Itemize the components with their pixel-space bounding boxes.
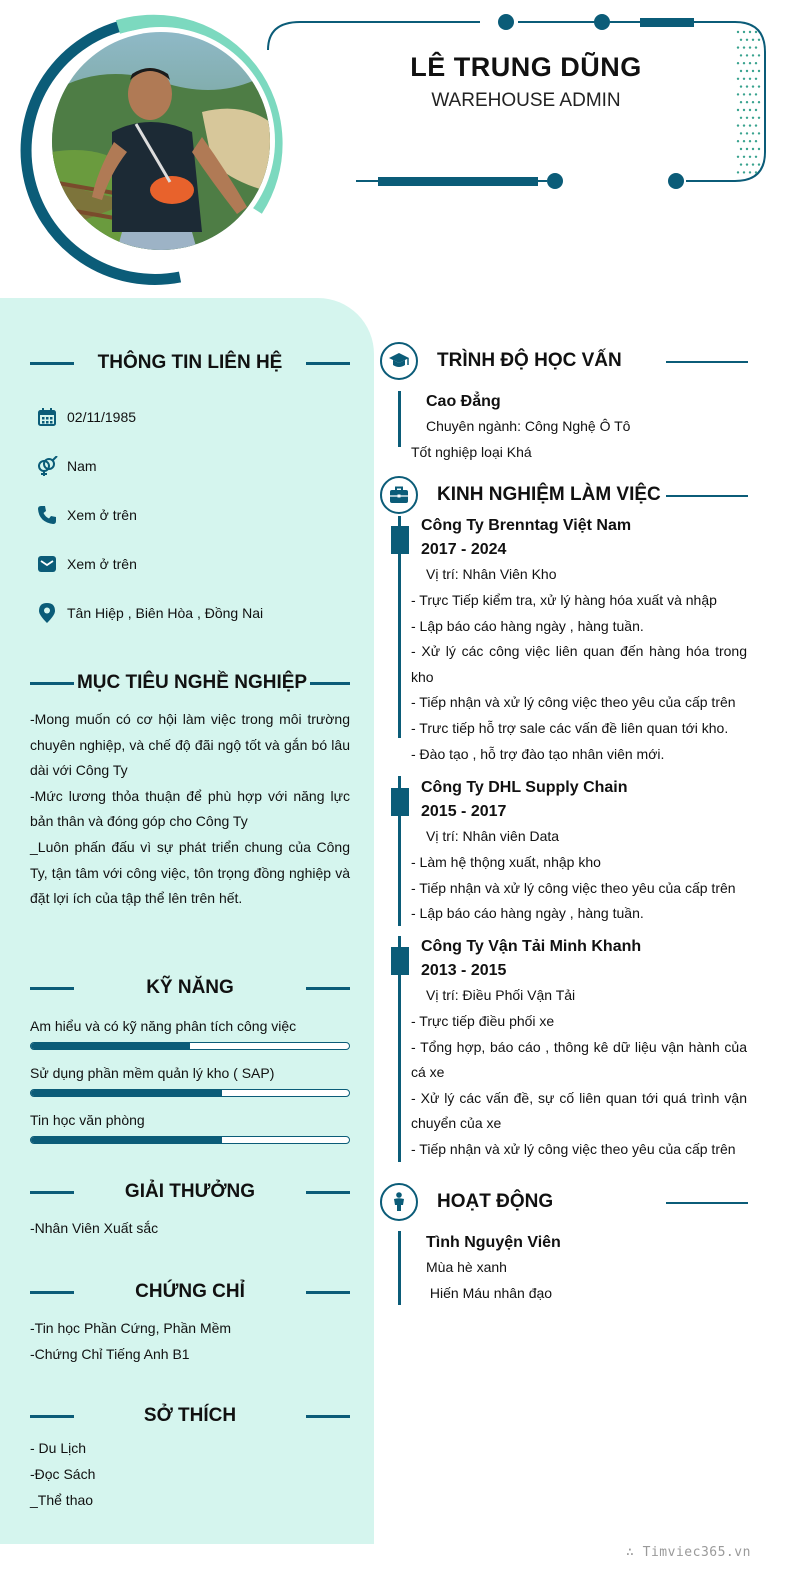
section-title: KỸ NĂNG <box>146 977 234 998</box>
skill-bar-fill <box>31 1137 222 1143</box>
contact-section-header <box>30 352 350 374</box>
hobbies-section-header <box>30 1405 350 1427</box>
job-period: 2013 - 2015 <box>421 962 507 979</box>
email-icon <box>36 553 58 575</box>
activities-section-header <box>380 1183 748 1223</box>
job-role: Vị trí: Điều Phối Vận Tải <box>426 987 576 1003</box>
job-duty: - Xử lý các vấn đề, sự cố liên quan tới quá trình vận chuyển của xe <box>411 1089 747 1132</box>
section-rule <box>666 361 748 363</box>
job-duties <box>411 850 747 927</box>
briefcase-icon <box>380 476 418 514</box>
job-company: Công Ty DHL Supply Chain <box>421 779 628 796</box>
job-duty: - Lập báo cáo hàng ngày , hàng tuần. <box>411 905 644 922</box>
activity-item: Hiến Máu nhân đạo <box>426 1285 553 1301</box>
job-duty: - Trực Tiếp kiểm tra, xử lý hàng hóa xuất và nhập <box>411 592 717 608</box>
skill-bar <box>30 1089 350 1097</box>
activity-item: Mùa hè xanh <box>426 1259 507 1275</box>
section-rule <box>306 1415 350 1418</box>
section-title: KINH NGHIỆM LÀM VIỆC <box>437 484 661 505</box>
section-rule <box>666 1202 748 1204</box>
section-title: CHỨNG CHỈ <box>135 1281 245 1302</box>
gender-icon <box>36 455 58 477</box>
contact-email: Xem ở trên <box>36 553 137 575</box>
skill-bar-fill <box>31 1090 222 1096</box>
section-rule <box>30 1191 74 1194</box>
skill-label: Tin học văn phòng <box>30 1112 145 1128</box>
job-duty: - Lập báo cáo hàng ngày , hàng tuần. <box>411 617 644 634</box>
section-rule <box>306 987 350 990</box>
contact-address: Tân Hiệp , Biên Hòa , Đồng Nai <box>36 602 263 624</box>
timeline-marker <box>391 947 409 975</box>
contact-phone: Xem ở trên <box>36 504 137 526</box>
section-title: HOẠT ĐỘNG <box>437 1191 554 1212</box>
section-rule <box>30 1291 74 1294</box>
experience-section-header <box>380 476 748 516</box>
objective-line: -Mong muốn có cơ hội làm việc trong môi trường chuyên nghiệp, và chế độ đãi ngộ tốt và gắn bó lâu dài với Công Ty <box>30 711 350 779</box>
skill-bar <box>30 1042 350 1050</box>
section-rule <box>30 682 74 685</box>
hobby-item: _Thể thao <box>30 1492 94 1508</box>
certificate-item: -Chứng Chỉ Tiếng Anh B1 <box>30 1346 190 1362</box>
section-title: SỞ THÍCH <box>143 1405 237 1426</box>
job-company: Công Ty Brenntag Việt Nam <box>421 517 632 534</box>
activity-name: Tình Nguyện Viên <box>426 1234 561 1251</box>
graduation-cap-icon <box>380 342 418 380</box>
job-duty: - Trưc tiếp hỗ trợ sale các vấn đề liên quan tới kho. <box>411 719 729 736</box>
objective-text <box>30 707 350 912</box>
section-rule <box>306 1191 350 1194</box>
skills-section-header <box>30 977 350 999</box>
job-duty: - Đào tạo , hỗ trợ đào tạo nhân viên mới. <box>411 745 665 762</box>
education-major: Chuyên ngành: Công Nghệ Ô Tô <box>426 418 631 434</box>
section-title: TRÌNH ĐỘ HỌC VẤN <box>437 350 622 371</box>
award-item: -Nhân Viên Xuất sắc <box>30 1220 159 1236</box>
certificate-item: -Tin học Phần Cứng, Phần Mềm <box>30 1320 232 1336</box>
job-duties <box>411 588 747 767</box>
section-rule <box>30 362 74 365</box>
contact-gender: Nam <box>36 455 97 477</box>
job-duty: - Tiếp nhận và xử lý công việc theo yêu của cấp trên <box>411 694 736 711</box>
section-rule <box>310 682 350 685</box>
section-title: MỤC TIÊU NGHỀ NGHIỆP <box>76 672 308 693</box>
hobby-item: -Đọc Sách <box>30 1466 96 1482</box>
skill-bar-fill <box>31 1043 190 1049</box>
section-title: GIẢI THƯỞNG <box>124 1181 256 1202</box>
candidate-name: LÊ TRUNG DŨNG <box>410 52 642 82</box>
candidate-position: WAREHOUSE ADMIN <box>431 90 621 111</box>
location-icon <box>36 602 58 624</box>
hobby-item: - Du Lịch <box>30 1440 87 1456</box>
job-period: 2015 - 2017 <box>421 803 507 820</box>
job-duty: - Tiếp nhận và xử lý công việc theo yêu của cấp trên <box>411 879 736 896</box>
job-duty: - Làm hệ thộng xuất, nhập kho <box>411 854 601 870</box>
section-title: THÔNG TIN LIÊN HỆ <box>97 352 283 373</box>
section-rule <box>30 987 74 990</box>
section-rule <box>306 1291 350 1294</box>
job-duty: - Tiếp nhận và xử lý công việc theo yêu của cấp trên <box>411 1140 736 1157</box>
section-rule <box>306 362 350 365</box>
timeline-line <box>398 391 401 447</box>
section-rule <box>30 1415 74 1418</box>
job-period: 2017 - 2024 <box>421 541 507 558</box>
job-company: Công Ty Vận Tải Minh Khanh <box>421 938 642 955</box>
job-duties <box>411 1009 747 1163</box>
skill-bar <box>30 1136 350 1144</box>
job-role: Vị trí: Nhân viên Data <box>426 828 560 844</box>
education-level: Cao Đẳng <box>426 393 501 410</box>
job-duty: - Tổng hợp, báo cáo , thông kê dữ liệu vận hành của cá xe <box>411 1038 747 1081</box>
education-section-header <box>380 342 748 382</box>
timeline-marker <box>391 788 409 816</box>
education-grade: Tốt nghiệp loại Khá <box>411 444 532 460</box>
phone-icon <box>36 504 58 526</box>
objective-section-header <box>30 672 350 694</box>
watermark: ∴ Timviec365.vn <box>626 1545 751 1560</box>
section-rule <box>666 495 748 497</box>
dot-pattern <box>737 31 760 174</box>
timeline-marker <box>391 526 409 554</box>
job-role: Vị trí: Nhân Viên Kho <box>426 566 557 582</box>
skill-label: Am hiểu và có kỹ năng phân tích công việc <box>30 1018 297 1034</box>
certificates-section-header <box>30 1281 350 1303</box>
profile-photo <box>52 32 270 250</box>
skill-label: Sử dụng phần mềm quản lý kho ( SAP) <box>30 1065 275 1081</box>
person-icon <box>380 1183 418 1221</box>
calendar-icon <box>36 406 58 428</box>
objective-line: _Luôn phấn đấu vì sự phát triển chung của Công Ty, tận tâm với công việc, tôn trọng đồng nghiệp và đặt lợi ích của tập thể lên trên hết. <box>30 838 350 907</box>
job-duty: - Trực tiếp điều phối xe <box>411 1013 555 1029</box>
awards-section-header <box>30 1181 350 1203</box>
contact-birthdate: 02/11/1985 <box>36 406 136 428</box>
objective-line: -Mức lương thỏa thuận để phù hợp với năng lực bản thân và đóng góp cho Công Ty <box>30 787 350 830</box>
job-duty: - Xử lý các công việc liên quan đến hàng hóa trong kho <box>411 643 747 685</box>
timeline-line <box>398 1231 401 1305</box>
